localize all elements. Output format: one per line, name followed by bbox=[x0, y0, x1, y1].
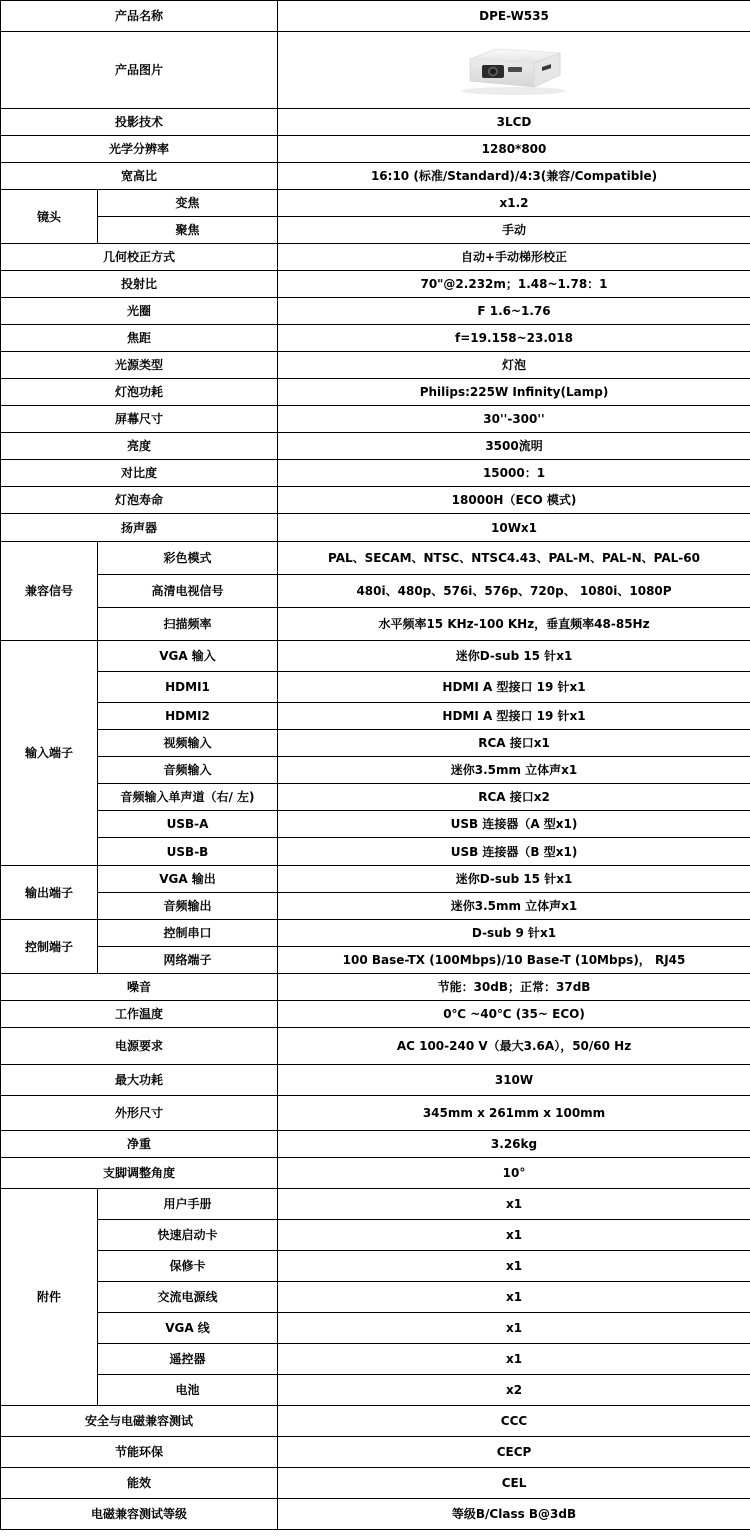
spec-value: 1280*800 bbox=[278, 136, 750, 163]
spec-label: 噪音 bbox=[1, 974, 278, 1001]
spec-row-remote bbox=[1, 1344, 750, 1375]
spec-value: 0℃ ~40℃ (35~ ECO) bbox=[278, 1001, 750, 1028]
spec-row-network bbox=[1, 947, 750, 974]
spec-label: VGA 输出 bbox=[98, 866, 278, 893]
spec-label: 彩色模式 bbox=[98, 542, 278, 575]
spec-row-battery bbox=[1, 1375, 750, 1406]
spec-value: D-sub 9 针x1 bbox=[278, 920, 750, 947]
spec-row-video-in bbox=[1, 730, 750, 757]
spec-label: 音频输入 bbox=[98, 757, 278, 784]
spec-value: 等级B/Class B@3dB bbox=[278, 1499, 750, 1530]
spec-label: 工作温度 bbox=[1, 1001, 278, 1028]
spec-row-dimensions bbox=[1, 1096, 750, 1131]
spec-value: RCA 接口x2 bbox=[278, 784, 750, 811]
spec-value: F 1.6~1.76 bbox=[278, 298, 750, 325]
spec-row-light-source bbox=[1, 352, 750, 379]
spec-row-noise bbox=[1, 974, 750, 1001]
spec-label: 能效 bbox=[1, 1468, 278, 1499]
spec-value: 3500流明 bbox=[278, 433, 750, 460]
spec-value: x1 bbox=[278, 1189, 750, 1220]
spec-row-warranty bbox=[1, 1251, 750, 1282]
spec-row-resolution bbox=[1, 136, 750, 163]
spec-label: 网络端子 bbox=[98, 947, 278, 974]
spec-row-brightness bbox=[1, 433, 750, 460]
spec-row-color-mode bbox=[1, 542, 750, 575]
spec-row-audio-in bbox=[1, 757, 750, 784]
spec-label: 支脚调整角度 bbox=[1, 1158, 278, 1189]
spec-label: 净重 bbox=[1, 1131, 278, 1158]
spec-label: 光源类型 bbox=[1, 352, 278, 379]
spec-row-safety-emc bbox=[1, 1406, 750, 1437]
spec-value: 15000：1 bbox=[278, 460, 750, 487]
spec-value: x1 bbox=[278, 1313, 750, 1344]
spec-label: 亮度 bbox=[1, 433, 278, 460]
group-label-signals: 兼容信号 bbox=[1, 542, 98, 641]
spec-row-keystone bbox=[1, 244, 750, 271]
spec-value: x1 bbox=[278, 1220, 750, 1251]
spec-label: 聚焦 bbox=[98, 217, 278, 244]
spec-label: 快速启动卡 bbox=[98, 1220, 278, 1251]
spec-label: 产品图片 bbox=[1, 32, 278, 109]
spec-value: f=19.158~23.018 bbox=[278, 325, 750, 352]
spec-row-aperture bbox=[1, 298, 750, 325]
spec-label: 遥控器 bbox=[98, 1344, 278, 1375]
spec-label: 对比度 bbox=[1, 460, 278, 487]
group-label-lens: 镜头 bbox=[1, 190, 98, 244]
spec-value: 手动 bbox=[278, 217, 750, 244]
spec-row-hdmi1 bbox=[1, 672, 750, 703]
spec-row-emc-class bbox=[1, 1499, 750, 1530]
spec-label: 电磁兼容测试等级 bbox=[1, 1499, 278, 1530]
spec-value: x1 bbox=[278, 1344, 750, 1375]
spec-row-lamp-life bbox=[1, 487, 750, 514]
spec-label: USB-A bbox=[98, 811, 278, 838]
spec-row-aspect-ratio bbox=[1, 163, 750, 190]
spec-row-vga-in bbox=[1, 641, 750, 672]
spec-value: 310W bbox=[278, 1065, 750, 1096]
spec-value: 3LCD bbox=[278, 109, 750, 136]
spec-row-power-cord bbox=[1, 1282, 750, 1313]
spec-label: 音频输入单声道（右/ 左) bbox=[98, 784, 278, 811]
spec-row-vga-cable bbox=[1, 1313, 750, 1344]
spec-label: 投影技术 bbox=[1, 109, 278, 136]
spec-label: 高清电视信号 bbox=[98, 575, 278, 608]
spec-value: 30''-300'' bbox=[278, 406, 750, 433]
spec-value: 迷你D-sub 15 针x1 bbox=[278, 866, 750, 893]
spec-value: CCC bbox=[278, 1406, 750, 1437]
spec-label: 视频输入 bbox=[98, 730, 278, 757]
spec-label: 灯泡寿命 bbox=[1, 487, 278, 514]
spec-row-lens-focus bbox=[1, 217, 750, 244]
spec-value: HDMI A 型接口 19 针x1 bbox=[278, 703, 750, 730]
group-label-inputs: 输入端子 bbox=[1, 641, 98, 866]
spec-value: 480i、480p、576i、576p、720p、 1080i、1080P bbox=[278, 575, 750, 608]
spec-value: 16:10 (标准/Standard)/4:3(兼容/Compatible) bbox=[278, 163, 750, 190]
spec-label: 交流电源线 bbox=[98, 1282, 278, 1313]
spec-value: x2 bbox=[278, 1375, 750, 1406]
spec-value: 345mm x 261mm x 100mm bbox=[278, 1096, 750, 1131]
spec-value: 100 Base-TX (100Mbps)/10 Base-T (10Mbps)， RJ45 bbox=[278, 947, 750, 974]
group-label-accessories: 附件 bbox=[1, 1189, 98, 1406]
spec-label: 音频输出 bbox=[98, 893, 278, 920]
spec-value: x1 bbox=[278, 1251, 750, 1282]
spec-value: 10Wx1 bbox=[278, 514, 750, 542]
spec-row-serial bbox=[1, 920, 750, 947]
spec-row-vga-out bbox=[1, 866, 750, 893]
spec-row-speaker bbox=[1, 514, 750, 542]
spec-value: 灯泡 bbox=[278, 352, 750, 379]
spec-label: 变焦 bbox=[98, 190, 278, 217]
spec-row-max-power bbox=[1, 1065, 750, 1096]
spec-row-screen-size bbox=[1, 406, 750, 433]
spec-label: 用户手册 bbox=[98, 1189, 278, 1220]
spec-label: USB-B bbox=[98, 838, 278, 866]
spec-label: 安全与电磁兼容测试 bbox=[1, 1406, 278, 1437]
spec-label: 产品名称 bbox=[1, 1, 278, 32]
spec-label: 控制串口 bbox=[98, 920, 278, 947]
spec-value: CECP bbox=[278, 1437, 750, 1468]
spec-label: 宽高比 bbox=[1, 163, 278, 190]
spec-label: 光学分辨率 bbox=[1, 136, 278, 163]
spec-label: 扫描频率 bbox=[98, 608, 278, 641]
spec-row-power-req bbox=[1, 1028, 750, 1065]
spec-value: 迷你D-sub 15 针x1 bbox=[278, 641, 750, 672]
spec-label: 焦距 bbox=[1, 325, 278, 352]
spec-value: 迷你3.5mm 立体声x1 bbox=[278, 757, 750, 784]
group-label-control: 控制端子 bbox=[1, 920, 98, 974]
spec-row-projection-tech bbox=[1, 109, 750, 136]
spec-row-usb-b bbox=[1, 838, 750, 866]
spec-row-quick-start bbox=[1, 1220, 750, 1251]
spec-value: 18000H（ECO 模式) bbox=[278, 487, 750, 514]
spec-label: 电源要求 bbox=[1, 1028, 278, 1065]
spec-value: CEL bbox=[278, 1468, 750, 1499]
spec-value: 3.26kg bbox=[278, 1131, 750, 1158]
spec-label: 光圈 bbox=[1, 298, 278, 325]
spec-label: HDMI2 bbox=[98, 703, 278, 730]
spec-value: DPE-W535 bbox=[278, 1, 750, 32]
spec-value: Philips:225W Infinity(Lamp) bbox=[278, 379, 750, 406]
spec-row-hdmi2 bbox=[1, 703, 750, 730]
spec-row-operating-temp bbox=[1, 1001, 750, 1028]
spec-label: 电池 bbox=[98, 1375, 278, 1406]
spec-row-scan-freq bbox=[1, 608, 750, 641]
product-image-cell bbox=[278, 32, 750, 109]
spec-label: 节能环保 bbox=[1, 1437, 278, 1468]
spec-value: USB 连接器（B 型x1) bbox=[278, 838, 750, 866]
spec-value: HDMI A 型接口 19 针x1 bbox=[278, 672, 750, 703]
spec-row-usb-a bbox=[1, 811, 750, 838]
spec-value: x1 bbox=[278, 1282, 750, 1313]
spec-row-foot-angle bbox=[1, 1158, 750, 1189]
spec-label: VGA 输入 bbox=[98, 641, 278, 672]
spec-row-throw-ratio bbox=[1, 271, 750, 298]
projector-image bbox=[456, 41, 572, 99]
group-label-outputs: 输出端子 bbox=[1, 866, 98, 920]
spec-value: PAL、SECAM、NTSC、NTSC4.43、PAL-M、PAL-N、PAL-60 bbox=[278, 542, 750, 575]
spec-row-lamp-power bbox=[1, 379, 750, 406]
spec-value: 自动+手动梯形校正 bbox=[278, 244, 750, 271]
spec-row-energy-efficiency bbox=[1, 1468, 750, 1499]
spec-row-contrast bbox=[1, 460, 750, 487]
spec-row-energy-saving bbox=[1, 1437, 750, 1468]
spec-label: 外形尺寸 bbox=[1, 1096, 278, 1131]
spec-label: 保修卡 bbox=[98, 1251, 278, 1282]
spec-label: 几何校正方式 bbox=[1, 244, 278, 271]
spec-value: 节能：30dB；正常：37dB bbox=[278, 974, 750, 1001]
spec-row-hdtv bbox=[1, 575, 750, 608]
spec-value: 10° bbox=[278, 1158, 750, 1189]
spec-value: 水平频率15 KHz-100 KHz，垂直频率48-85Hz bbox=[278, 608, 750, 641]
spec-label: 投射比 bbox=[1, 271, 278, 298]
spec-value: USB 连接器（A 型x1) bbox=[278, 811, 750, 838]
spec-label: 扬声器 bbox=[1, 514, 278, 542]
spec-row-net-weight bbox=[1, 1131, 750, 1158]
spec-label: HDMI1 bbox=[98, 672, 278, 703]
spec-row-product-name bbox=[1, 1, 750, 32]
spec-label: 灯泡功耗 bbox=[1, 379, 278, 406]
spec-value: 迷你3.5mm 立体声x1 bbox=[278, 893, 750, 920]
spec-label: 屏幕尺寸 bbox=[1, 406, 278, 433]
spec-row-focal-length bbox=[1, 325, 750, 352]
spec-row-manual bbox=[1, 1189, 750, 1220]
spec-label: VGA 线 bbox=[98, 1313, 278, 1344]
spec-label: 最大功耗 bbox=[1, 1065, 278, 1096]
spec-row-audio-mono-in bbox=[1, 784, 750, 811]
spec-value: AC 100-240 V（最大3.6A），50/60 Hz bbox=[278, 1028, 750, 1065]
spec-row-audio-out bbox=[1, 893, 750, 920]
spec-row-product-image bbox=[1, 32, 750, 109]
spec-value: x1.2 bbox=[278, 190, 750, 217]
spec-value: 70"@2.232m；1.48~1.78：1 bbox=[278, 271, 750, 298]
spec-value: RCA 接口x1 bbox=[278, 730, 750, 757]
spec-row-lens-zoom bbox=[1, 190, 750, 217]
